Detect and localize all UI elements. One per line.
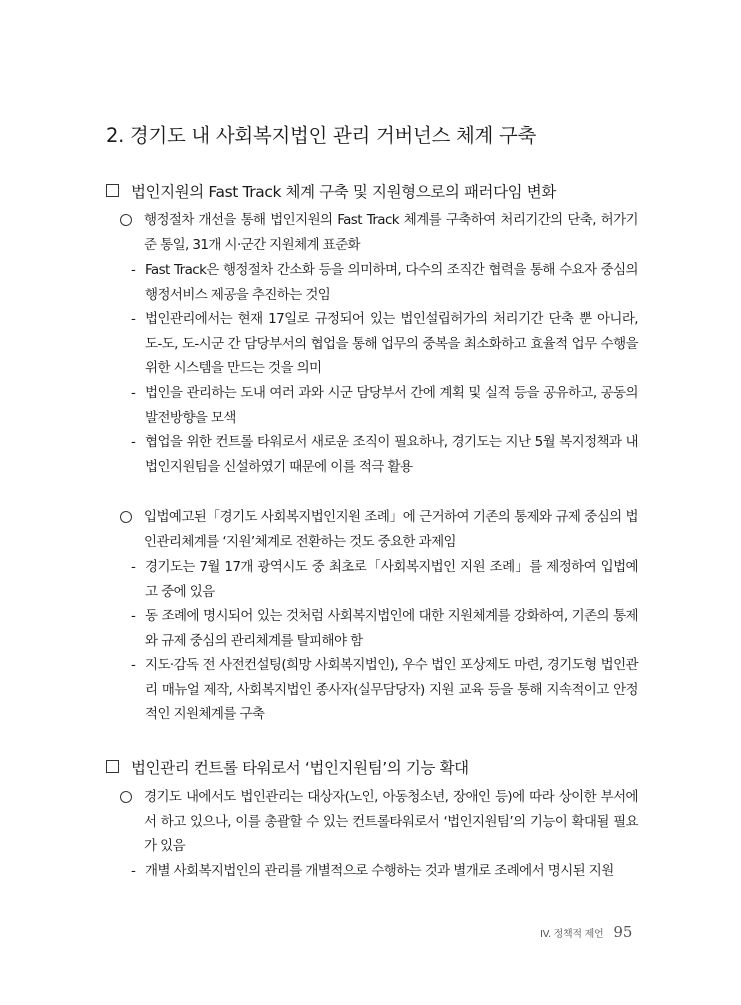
dash-item-text: 법인관리에서는 현재 17일로 규정되어 있는 법인설립허가의 처리기간 단축 뿐 아니라, 도-도, 도-시군 간 담당부서의 협업을 통해 업무의 중복을 최소화하고 효율적 업무 수행을 위한 시스템을 만드는 것을 의미 [145, 311, 638, 376]
dash-bullet-icon: - [131, 657, 136, 673]
circle-item [120, 208, 638, 257]
block-heading-1 [106, 180, 556, 202]
dash-item-text: 동 조례에 명시되어 있는 것처럼 사회복지법인에 대한 지원체계를 강화하여, 기존의 통제와 규제 중심의 관리체계를 탈피해야 함 [145, 608, 638, 649]
dash-item-text: 법인을 관리하는 도내 여러 과와 시군 담당부서 간에 계획 및 실적 등을 공유하고, 공동의 발전방향을 모색 [145, 385, 638, 426]
circle-item-text: 행정절차 개선을 통해 법인지원의 Fast Track 체계를 구축하여 처리기간의 단축, 허가기준 통일, 31개 시·군간 지원체계 표준화 [144, 212, 638, 253]
chapter-label: IV. 정책적 제언 [540, 929, 604, 940]
dash-item [131, 430, 638, 479]
circle-bullet-icon [120, 511, 132, 523]
dash-bullet-icon: - [131, 385, 136, 401]
dash-bullet-icon: - [131, 311, 136, 327]
dash-item [131, 258, 638, 307]
circle-item-text: 경기도 내에서도 법인관리는 대상자(노인, 아동청소년, 장애인 등)에 따라 상이한 부서에서 하고 있으나, 이를 총괄할 수 있는 컨트롤타워로서 ‘법인지원팀’의 기능이 확대될 필요가 있음 [144, 789, 638, 854]
square-bullet-icon [106, 760, 119, 773]
square-bullet-icon [106, 184, 119, 197]
block-heading-text: 법인지원의 Fast Track 체계 구축 및 지원형으로의 패러다임 변화 [131, 183, 556, 201]
dash-bullet-icon: - [131, 262, 136, 278]
dash-item [131, 381, 638, 430]
dash-bullet-icon: - [131, 434, 136, 450]
dash-item-text: 지도·감독 전 사전컨설팅(희망 사회복지법인), 우수 법인 포상제도 마련, 경기도형 법인관리 매뉴얼 제작, 사회복지법인 종사자(실무담당자) 지원 교육 등을 통해 지속적이고 안정적인 지원체계를 구축 [145, 657, 638, 722]
circle-bullet-icon [120, 214, 132, 226]
dash-bullet-icon: - [131, 863, 136, 879]
dash-item-text: Fast Track은 행정절차 간소화 등을 의미하며, 다수의 조직간 협력을 통해 수요자 중심의 행정서비스 제공을 추진하는 것임 [145, 262, 638, 303]
block-heading-text: 법인관리 컨트롤 타워로서 ‘법인지원팀’의 기능 확대 [131, 759, 469, 777]
dash-item-text: 협업을 위한 컨트롤 타워로서 새로운 조직이 필요하나, 경기도는 지난 5월 복지정책과 내 법인지원팀을 신설하였기 때문에 이를 적극 활용 [145, 434, 638, 475]
page-number: 95 [613, 923, 633, 941]
circle-bullet-icon [120, 791, 132, 803]
dash-bullet-icon: - [131, 608, 136, 624]
dash-item [131, 555, 638, 604]
dash-item [131, 604, 638, 653]
dash-item-text: 개별 사회복지법인의 관리를 개별적으로 수행하는 것과 별개로 조례에서 명시된 지원 [145, 863, 614, 879]
page-footer [540, 922, 640, 941]
dash-item [131, 653, 638, 727]
circle-item [120, 785, 638, 859]
dash-bullet-icon: - [131, 559, 136, 575]
section-title: 2. 경기도 내 사회복지법인 관리 거버넌스 체계 구축 [106, 124, 537, 147]
dash-item [131, 307, 638, 381]
circle-item-text: 입법예고된「경기도 사회복지법인지원 조례」에 근거하여 기존의 통제와 규제 중심의 법인관리체계를 ‘지원’체계로 전환하는 것도 중요한 과제임 [144, 509, 638, 550]
circle-item [120, 505, 638, 554]
block-heading-2 [106, 756, 469, 778]
dash-item [131, 859, 638, 884]
dash-item-text: 경기도는 7월 17개 광역시도 중 최초로「사회복지법인 지원 조례」를 제정하여 입법예고 중에 있음 [145, 559, 638, 600]
